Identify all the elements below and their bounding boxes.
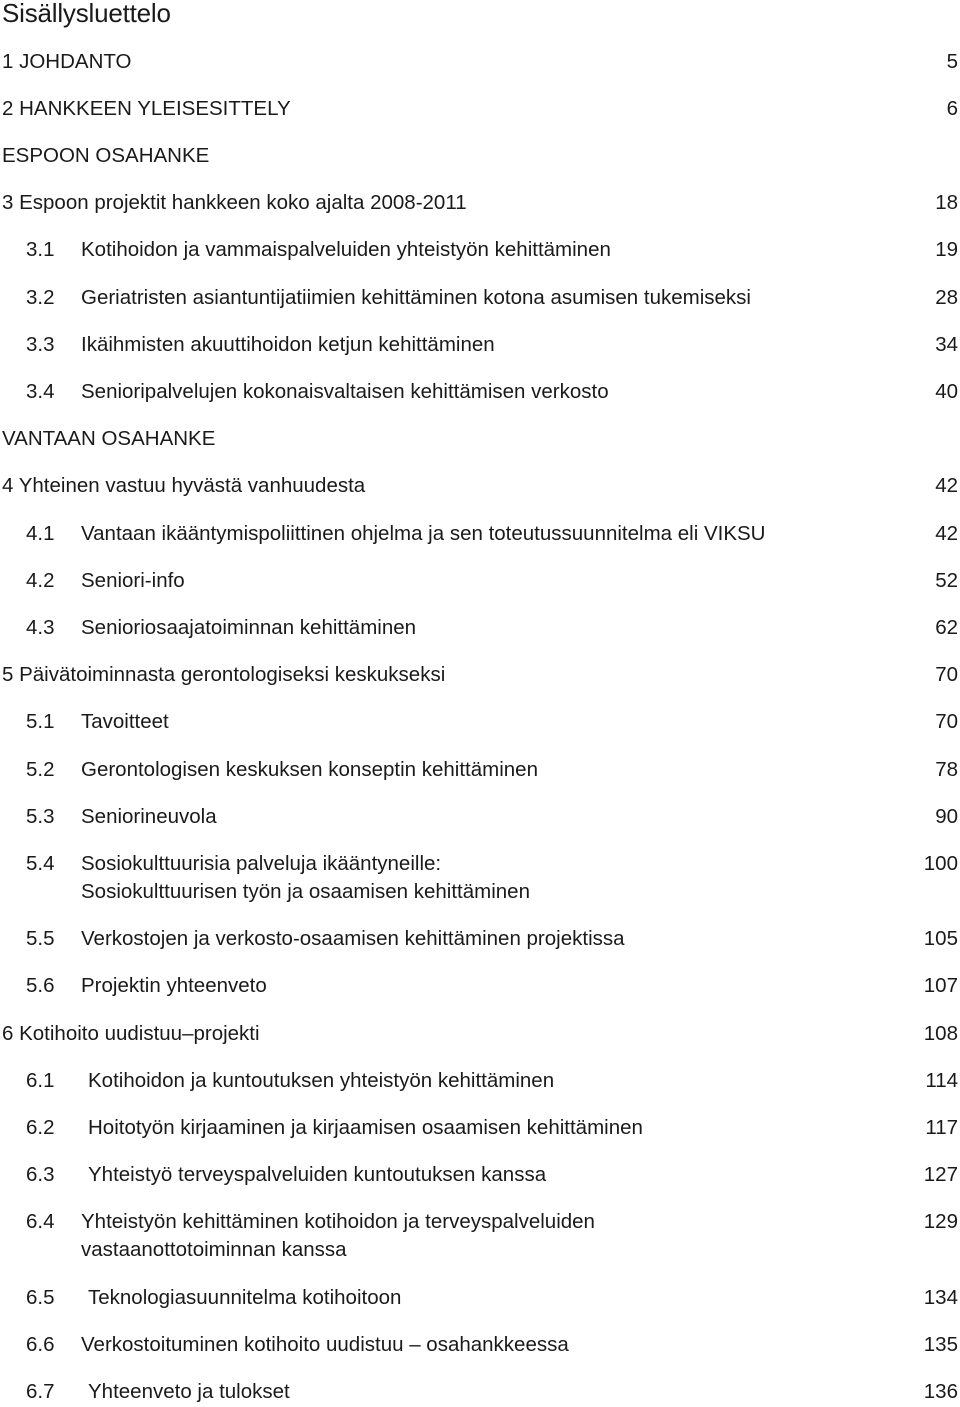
toc-page-number: 136 — [923, 1380, 958, 1403]
toc-entry — [0, 1161, 960, 1189]
toc-entry-title — [81, 1208, 595, 1264]
toc-section-heading — [0, 425, 960, 453]
toc-entry — [0, 803, 960, 831]
toc-entry-title: Verkostojen ja verkosto-osaamisen kehittäminen projektissa — [81, 927, 625, 950]
toc-entry-title: 1 JOHDANTO — [2, 50, 132, 73]
toc-entry-number: 5.5 — [26, 927, 55, 950]
toc-entry — [0, 1208, 960, 1264]
toc-entry-title: Geriatristen asiantuntijatiimien kehittäminen kotona asumisen tukemiseksi — [81, 286, 751, 309]
toc-page-number: 78 — [935, 758, 958, 781]
toc-entry-title: Tavoitteet — [81, 710, 169, 733]
toc-entry — [0, 472, 960, 500]
toc-entry-title: Verkostoituminen kotihoito uudistuu – osahankkeessa — [81, 1333, 569, 1356]
toc-entry-number: 4.3 — [26, 616, 55, 639]
toc-entry-title: 3 Espoon projektit hankkeen koko ajalta 2008-2011 — [2, 191, 467, 214]
toc-entry-number: 5.3 — [26, 805, 55, 828]
toc-entry-title: Vantaan ikääntymispoliittinen ohjelma ja sen toteutussuunnitelma eli VIKSU — [81, 522, 766, 545]
toc-page-number: 107 — [923, 974, 958, 997]
toc-page-number: 108 — [923, 1022, 958, 1045]
toc-entry — [0, 972, 960, 1000]
toc-entry-title: Teknologiasuunnitelma kotihoitoon — [88, 1286, 402, 1309]
toc-entry — [0, 1114, 960, 1142]
page-title: Sisällysluettelo — [2, 0, 171, 28]
toc-page-number: 40 — [935, 380, 958, 403]
toc-page-number: 52 — [935, 569, 958, 592]
toc-entry-title: 5 Päivätoiminnasta gerontologiseksi keskukseksi — [2, 663, 446, 686]
toc-page-number: 62 — [935, 616, 958, 639]
toc-entry-number: 3.3 — [26, 333, 55, 356]
toc-entry — [0, 284, 960, 312]
toc-entry-title: Ikäihmisten akuuttihoidon ketjun kehittäminen — [81, 333, 495, 356]
toc-entry — [0, 378, 960, 406]
toc-entry — [0, 1284, 960, 1312]
toc-entry-title: Kotihoidon ja vammaispalveluiden yhteistyön kehittäminen — [81, 238, 611, 261]
toc-entry — [0, 236, 960, 264]
toc-entry-number: 4.1 — [26, 522, 55, 545]
toc-entry-number: 4.2 — [26, 569, 55, 592]
toc-page-number: 100 — [923, 852, 958, 875]
toc-entry-number: 5.1 — [26, 710, 55, 733]
toc-entry-number: 6.5 — [26, 1286, 55, 1309]
toc-entry — [0, 925, 960, 953]
toc-entry-title-line: Yhteistyön kehittäminen kotihoidon ja terveyspalveluiden — [81, 1210, 595, 1233]
toc-entry — [0, 661, 960, 689]
toc-entry — [0, 614, 960, 642]
toc-entry-title — [81, 850, 530, 906]
toc-entry — [0, 1067, 960, 1095]
toc-page-number: 18 — [935, 191, 958, 214]
toc-entry-title-line: Sosiokulttuurisen työn ja osaamisen kehittäminen — [81, 880, 530, 903]
toc-entry-number: 6.3 — [26, 1163, 55, 1186]
toc-entry — [0, 567, 960, 595]
toc-entry — [0, 1331, 960, 1359]
toc-entry-title: Hoitotyön kirjaaminen ja kirjaamisen osaamisen kehittäminen — [88, 1116, 643, 1139]
toc-page-number: 70 — [935, 663, 958, 686]
toc-entry-number: 5.4 — [26, 852, 55, 875]
toc-page-number: 6 — [946, 97, 958, 120]
toc-section-heading — [0, 142, 960, 170]
toc-entry-number: 6.1 — [26, 1069, 55, 1092]
toc-page-number: 114 — [925, 1069, 958, 1092]
toc-entry-title: VANTAAN OSAHANKE — [2, 427, 216, 450]
toc-entry — [0, 850, 960, 906]
toc-entry-number: 3.4 — [26, 380, 55, 403]
toc-entry-number: 6.2 — [26, 1116, 55, 1139]
toc-entry — [0, 48, 960, 76]
toc-entry-number: 3.1 — [26, 238, 55, 261]
toc-entry-number: 6.6 — [26, 1333, 55, 1356]
toc-entry-title: Senioriosaajatoiminnan kehittäminen — [81, 616, 417, 639]
toc-entry-title-line: vastaanottotoiminnan kanssa — [81, 1238, 347, 1261]
toc-page-number: 129 — [923, 1210, 958, 1233]
toc-page-number: 105 — [923, 927, 958, 950]
toc-entry-title: Projektin yhteenveto — [81, 974, 267, 997]
toc-entry — [0, 1020, 960, 1048]
toc-entry — [0, 95, 960, 123]
toc-entry — [0, 708, 960, 736]
toc-entry-number: 5.6 — [26, 974, 55, 997]
toc-entry-title: 4 Yhteinen vastuu hyvästä vanhuudesta — [2, 474, 366, 497]
toc-entry — [0, 520, 960, 548]
toc-entry — [0, 189, 960, 217]
toc-entry-title: Senioripalvelujen kokonaisvaltaisen kehittämisen verkosto — [81, 380, 609, 403]
toc-entry-number: 5.2 — [26, 758, 55, 781]
toc-entry — [0, 756, 960, 784]
toc-page-number: 90 — [935, 805, 958, 828]
toc-page-number: 134 — [923, 1286, 958, 1309]
toc-entry-title: Seniori-info — [81, 569, 185, 592]
toc-page-number: 19 — [935, 238, 958, 261]
toc-page-number: 127 — [923, 1163, 958, 1186]
toc-entry-number: 6.4 — [26, 1210, 55, 1233]
toc-entry-number: 3.2 — [26, 286, 55, 309]
toc-page-number: 28 — [935, 286, 958, 309]
toc-entry — [0, 1378, 960, 1406]
toc-entry-title: Yhteenveto ja tulokset — [88, 1380, 290, 1403]
toc-entry-title: Kotihoidon ja kuntoutuksen yhteistyön kehittäminen — [88, 1069, 555, 1092]
toc-entry-title: ESPOON OSAHANKE — [2, 144, 210, 167]
toc-page-number: 42 — [935, 474, 958, 497]
toc-page-number: 70 — [935, 710, 958, 733]
toc-page-number: 34 — [935, 333, 958, 356]
toc-entry-title: Gerontologisen keskuksen konseptin kehittäminen — [81, 758, 538, 781]
toc-entry-title-line: Sosiokulttuurisia palveluja ikääntyneille: — [81, 852, 442, 875]
toc-entry — [0, 331, 960, 359]
toc-page-number: 42 — [935, 522, 958, 545]
toc-entry-title: Seniorineuvola — [81, 805, 217, 828]
toc-page-number: 135 — [923, 1333, 958, 1356]
toc-entry-title: 6 Kotihoito uudistuu–projekti — [2, 1022, 260, 1045]
toc-entry-title: Yhteistyö terveyspalveluiden kuntoutuksen kanssa — [88, 1163, 547, 1186]
toc-page-number: 117 — [925, 1116, 958, 1139]
toc-entry-title: 2 HANKKEEN YLEISESITTELY — [2, 97, 291, 120]
toc-entry-number: 6.7 — [26, 1380, 55, 1403]
toc-page-number: 5 — [946, 50, 958, 73]
